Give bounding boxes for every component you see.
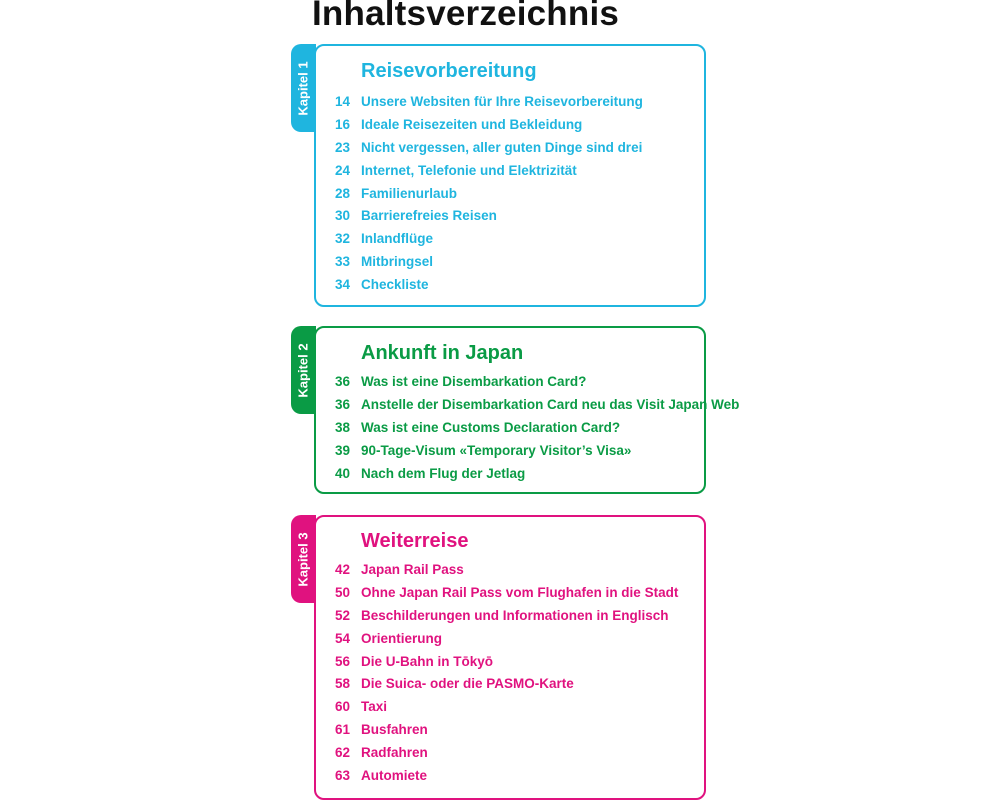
toc-entry-page: 24 bbox=[335, 162, 351, 178]
toc-entry[interactable] bbox=[335, 605, 678, 628]
toc-entry-page: 34 bbox=[335, 277, 351, 293]
toc-entry-page: 28 bbox=[335, 185, 351, 201]
toc-entry-page: 56 bbox=[335, 653, 351, 669]
chapter-2-section bbox=[291, 326, 740, 494]
chapter-1-section bbox=[291, 44, 709, 307]
chapter-2-heading: Ankunft in Japan bbox=[361, 342, 524, 364]
toc-entry-page: 40 bbox=[335, 465, 351, 481]
toc-entry-title: Was ist eine Customs Declaration Card? bbox=[361, 419, 621, 435]
toc-entry-title: Orientierung bbox=[361, 630, 443, 646]
toc-entry-title: Familienurlaub bbox=[361, 185, 458, 201]
toc-entry-page: 36 bbox=[335, 396, 351, 412]
chapter-1-tab-label: Kapitel 1 bbox=[296, 60, 311, 116]
toc-entry-title: Nicht vergessen, aller guten Dinge sind drei bbox=[361, 139, 643, 155]
toc-entry[interactable] bbox=[335, 91, 643, 114]
chapter-2-entries bbox=[335, 371, 739, 485]
toc-entry-title: Checkliste bbox=[361, 277, 429, 293]
toc-entry-title: Beschilderungen und Informationen in Englisch bbox=[361, 607, 669, 623]
toc-entry-page: 36 bbox=[335, 374, 351, 389]
toc-entry[interactable] bbox=[335, 160, 643, 183]
chapter-2-tab bbox=[291, 326, 316, 414]
toc-entry[interactable] bbox=[335, 765, 678, 788]
toc-entry-title: 90-Tage-Visum «Temporary Visitor’s Visa» bbox=[361, 442, 632, 458]
toc-entry-page: 38 bbox=[335, 419, 351, 435]
toc-entry[interactable] bbox=[335, 114, 643, 137]
chapter-3-heading: Weiterreise bbox=[361, 530, 469, 552]
toc-entry[interactable] bbox=[335, 205, 643, 228]
chapter-1-heading: Reisevorbereitung bbox=[361, 60, 537, 82]
toc-entry-title: Die U-Bahn in Tōkyō bbox=[361, 653, 494, 669]
toc-entry[interactable] bbox=[335, 371, 739, 394]
toc-entry-page: 33 bbox=[335, 254, 351, 270]
toc-entry-title: Nach dem Flug der Jetlag bbox=[361, 465, 526, 481]
toc-entry-page: 63 bbox=[335, 768, 351, 784]
toc-entry[interactable] bbox=[335, 673, 678, 696]
toc-entry-page: 32 bbox=[335, 231, 351, 247]
toc-entry-title: Japan Rail Pass bbox=[361, 562, 464, 577]
toc-entry-page: 58 bbox=[335, 676, 351, 692]
toc-entry[interactable] bbox=[335, 417, 739, 440]
toc-entry-page: 62 bbox=[335, 745, 351, 761]
toc-entry[interactable] bbox=[335, 463, 739, 486]
toc-entry-page: 30 bbox=[335, 208, 351, 224]
toc-entry-page: 42 bbox=[335, 562, 351, 577]
toc-entry-title: Taxi bbox=[361, 699, 388, 715]
toc-entry[interactable] bbox=[335, 228, 643, 251]
chapter-3-tab-label: Kapitel 3 bbox=[296, 531, 311, 587]
toc-entry[interactable] bbox=[335, 582, 678, 605]
chapter-1-tab bbox=[291, 44, 316, 132]
toc-entry-title: Mitbringsel bbox=[361, 254, 434, 270]
toc-entry[interactable] bbox=[335, 274, 643, 297]
toc-entry[interactable] bbox=[335, 183, 643, 206]
toc-entry-title: Unsere Websiten für Ihre Reisevorbereitung bbox=[361, 94, 643, 109]
toc-entry[interactable] bbox=[335, 440, 739, 463]
toc-entry-title: Ideale Reisezeiten und Bekleidung bbox=[361, 116, 583, 132]
toc-entry-page: 16 bbox=[335, 116, 351, 132]
toc-entry[interactable] bbox=[335, 719, 678, 742]
toc-entry[interactable] bbox=[335, 394, 739, 417]
chapter-1-entries bbox=[335, 91, 643, 297]
toc-entry-title: Inlandflüge bbox=[361, 231, 433, 247]
toc-entry-title: Busfahren bbox=[361, 722, 428, 738]
toc-entry-page: 54 bbox=[335, 630, 351, 646]
toc-entry-page: 60 bbox=[335, 699, 351, 715]
toc-entry[interactable] bbox=[335, 251, 643, 274]
toc-entry-title: Anstelle der Disembarkation Card neu das Visit Japan Web bbox=[361, 396, 740, 412]
toc-entry-page: 50 bbox=[335, 584, 351, 600]
toc-entry[interactable] bbox=[335, 137, 643, 160]
chapter-3-section bbox=[291, 515, 709, 800]
toc-entry-title: Barrierefreies Reisen bbox=[361, 208, 497, 224]
toc-entry-page: 52 bbox=[335, 607, 351, 623]
toc-entry-title: Ohne Japan Rail Pass vom Flughafen in die Stadt bbox=[361, 584, 679, 600]
toc-entry[interactable] bbox=[335, 628, 678, 651]
toc-entry-page: 39 bbox=[335, 442, 351, 458]
toc-entry-title: Radfahren bbox=[361, 745, 428, 761]
toc-entry-page: 23 bbox=[335, 139, 351, 155]
toc-entry[interactable] bbox=[335, 651, 678, 674]
toc-entry-title: Internet, Telefonie und Elektrizität bbox=[361, 162, 577, 178]
toc-entry[interactable] bbox=[335, 742, 678, 765]
toc-entry[interactable] bbox=[335, 696, 678, 719]
chapter-2-tab-label: Kapitel 2 bbox=[296, 342, 311, 398]
page-title: Inhaltsverzeichnis bbox=[312, 0, 620, 33]
toc-entry-title: Automiete bbox=[361, 768, 428, 784]
chapter-3-tab bbox=[291, 515, 316, 603]
toc-entry-page: 61 bbox=[335, 722, 351, 738]
chapter-3-entries bbox=[335, 559, 678, 788]
toc-entry[interactable] bbox=[335, 559, 678, 582]
toc-entry-title: Die Suica- oder die PASMO-Karte bbox=[361, 676, 574, 692]
toc-entry-title: Was ist eine Disembarkation Card? bbox=[361, 374, 587, 389]
toc-entry-page: 14 bbox=[335, 94, 351, 109]
